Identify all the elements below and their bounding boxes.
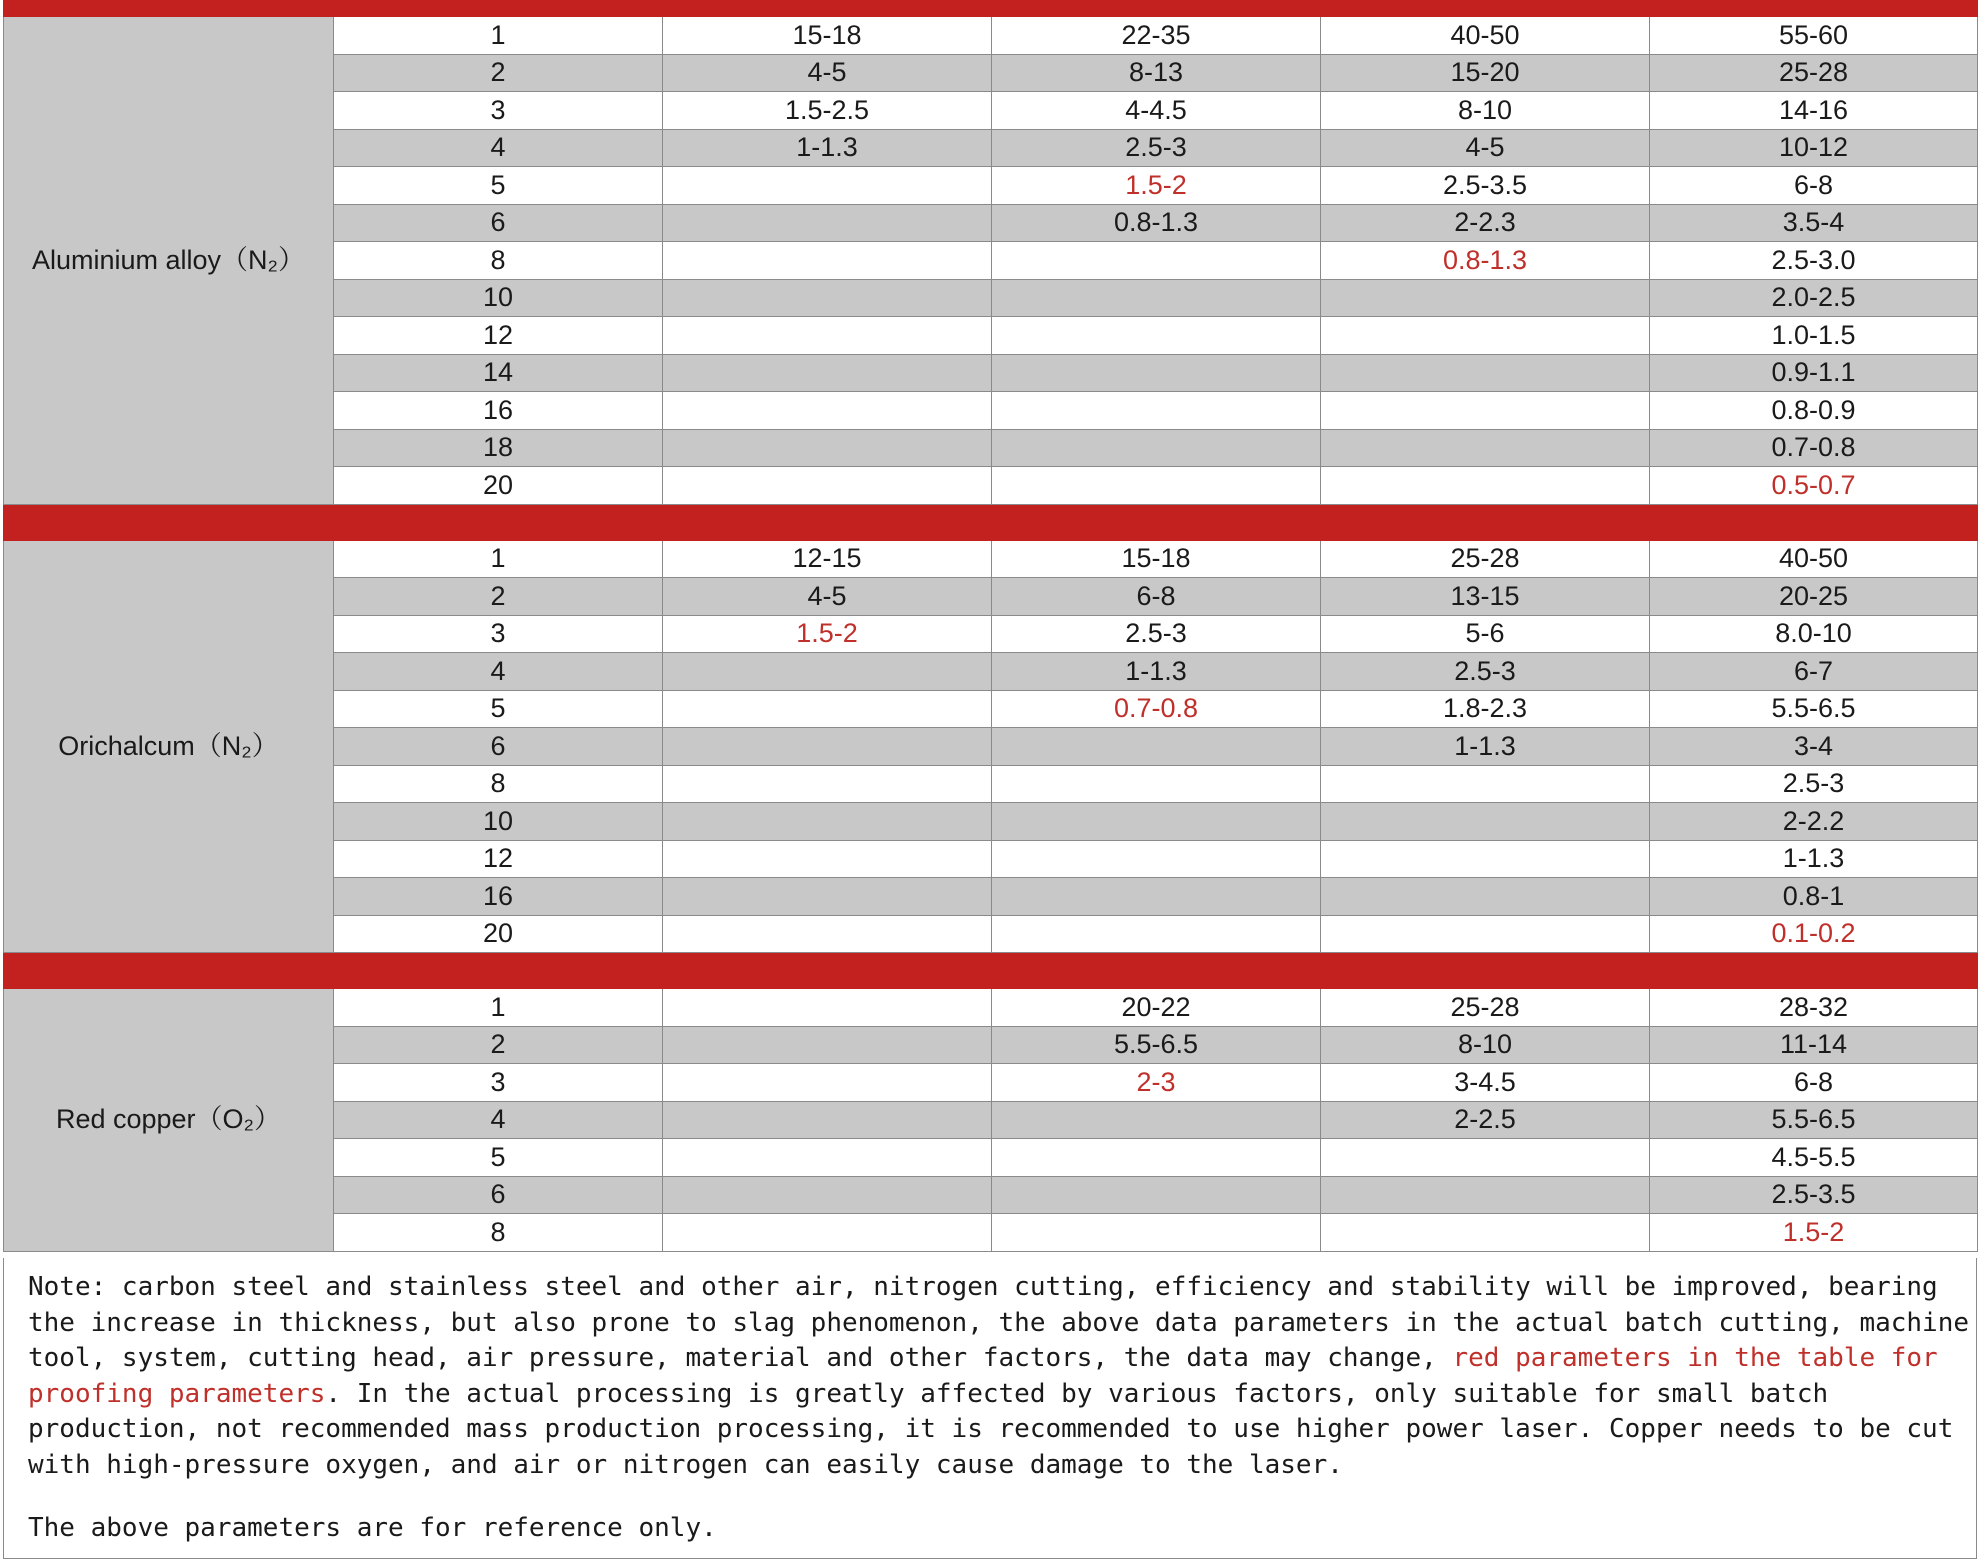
material-label: Orichalcum（N₂）: [4, 540, 334, 953]
thickness-cell: 8: [334, 765, 663, 803]
value-cell: [663, 728, 992, 766]
value-cell: 0.8-0.9: [1650, 392, 1978, 430]
value-cell: [663, 1064, 992, 1102]
table-row: [4, 989, 1978, 1027]
value-cell: 6-8: [1650, 1064, 1978, 1102]
value-cell: 40-50: [1321, 17, 1650, 55]
table-row: [4, 540, 1978, 578]
value-cell: 5-6: [1321, 615, 1650, 653]
value-cell: [663, 1176, 992, 1214]
value-cell: 1-1.3: [1650, 840, 1978, 878]
value-cell: 8-13: [992, 54, 1321, 92]
value-cell: 11-14: [1650, 1026, 1978, 1064]
value-cell: 0.8-1.3: [992, 204, 1321, 242]
value-cell: 8.0-10: [1650, 615, 1978, 653]
value-cell: 6-8: [1650, 167, 1978, 205]
value-cell: [992, 803, 1321, 841]
value-cell: [663, 765, 992, 803]
thickness-cell: 14: [334, 354, 663, 392]
value-cell: [663, 354, 992, 392]
value-cell: 2.5-3: [1321, 653, 1650, 691]
value-cell: [992, 279, 1321, 317]
value-cell: 28-32: [1650, 989, 1978, 1027]
note-box: [3, 1258, 1977, 1559]
proofing-value-cell: 1.5-2: [663, 615, 992, 653]
value-cell: [663, 1139, 992, 1177]
thickness-cell: 5: [334, 690, 663, 728]
value-cell: 15-20: [1321, 54, 1650, 92]
value-cell: [663, 242, 992, 280]
note-part2: . In the actual processing is greatly affected by various factors, only suitable for small batch production, not recommended mass production processing, it is recommended to use higher power laser. Copper needs to be cut with high-pressure oxygen, and air or nitrogen can easily cause damage to the laser.: [28, 1378, 1954, 1480]
value-cell: [663, 204, 992, 242]
section-divider-cell: [4, 953, 1978, 989]
thickness-cell: 20: [334, 467, 663, 505]
section-divider: [4, 953, 1978, 989]
value-cell: 15-18: [663, 17, 992, 55]
value-cell: [1321, 317, 1650, 355]
value-cell: 40-50: [1650, 540, 1978, 578]
section-divider: [4, 1, 1978, 17]
value-cell: 6-7: [1650, 653, 1978, 691]
proofing-value-cell: 0.1-0.2: [1650, 915, 1978, 953]
value-cell: [1321, 392, 1650, 430]
thickness-cell: 2: [334, 578, 663, 616]
value-cell: 20-25: [1650, 578, 1978, 616]
thickness-cell: 2: [334, 54, 663, 92]
thickness-cell: 16: [334, 878, 663, 916]
value-cell: [992, 1101, 1321, 1139]
value-cell: 4-5: [663, 578, 992, 616]
thickness-cell: 10: [334, 279, 663, 317]
value-cell: 2.5-3: [992, 615, 1321, 653]
value-cell: [1321, 840, 1650, 878]
section-divider: [4, 504, 1978, 540]
value-cell: [663, 1026, 992, 1064]
thickness-cell: 1: [334, 989, 663, 1027]
thickness-cell: 1: [334, 17, 663, 55]
value-cell: [1321, 803, 1650, 841]
thickness-cell: 6: [334, 204, 663, 242]
value-cell: [663, 989, 992, 1027]
value-cell: [1321, 429, 1650, 467]
section-divider-cell: [4, 504, 1978, 540]
value-cell: [992, 317, 1321, 355]
value-cell: 0.7-0.8: [1650, 429, 1978, 467]
value-cell: 1-1.3: [992, 653, 1321, 691]
note-part1: Note: carbon steel and stainless steel and other air, nitrogen cutting, efficiency and stability will be improved, bearing the increase in thickness, but also prone to slag phenomenon, the above data parameters in the actual batch cutting, machine tool, system, cutting head, air pressure, material and other factors, the data may change,: [28, 1272, 1970, 1373]
value-cell: 4-4.5: [992, 92, 1321, 130]
proofing-value-cell: 1.5-2: [1650, 1214, 1978, 1252]
value-cell: [663, 690, 992, 728]
value-cell: 20-22: [992, 989, 1321, 1027]
note-highlight: red parameters in the table for proofing parameters: [28, 1343, 1938, 1409]
thickness-cell: 12: [334, 840, 663, 878]
value-cell: 5.5-6.5: [1650, 690, 1978, 728]
value-cell: 22-35: [992, 17, 1321, 55]
value-cell: 3-4.5: [1321, 1064, 1650, 1102]
value-cell: 4-5: [663, 54, 992, 92]
thickness-cell: 3: [334, 615, 663, 653]
thickness-cell: 4: [334, 129, 663, 167]
thickness-cell: 18: [334, 429, 663, 467]
value-cell: 25-28: [1321, 989, 1650, 1027]
value-cell: [992, 467, 1321, 505]
value-cell: 1-1.3: [1321, 728, 1650, 766]
value-cell: 1-1.3: [663, 129, 992, 167]
value-cell: [663, 392, 992, 430]
value-cell: [663, 429, 992, 467]
value-cell: [663, 467, 992, 505]
value-cell: [992, 878, 1321, 916]
value-cell: 2.5-3: [992, 129, 1321, 167]
value-cell: 3-4: [1650, 728, 1978, 766]
thickness-cell: 3: [334, 92, 663, 130]
table-row: [4, 17, 1978, 55]
proofing-value-cell: 1.5-2: [992, 167, 1321, 205]
value-cell: [992, 354, 1321, 392]
value-cell: [663, 840, 992, 878]
value-cell: [992, 1139, 1321, 1177]
value-cell: [1321, 765, 1650, 803]
value-cell: 8-10: [1321, 92, 1650, 130]
proofing-value-cell: 0.5-0.7: [1650, 467, 1978, 505]
value-cell: [663, 317, 992, 355]
thickness-cell: 3: [334, 1064, 663, 1102]
value-cell: 5.5-6.5: [992, 1026, 1321, 1064]
value-cell: 6-8: [992, 578, 1321, 616]
value-cell: 25-28: [1650, 54, 1978, 92]
value-cell: 5.5-6.5: [1650, 1101, 1978, 1139]
value-cell: [1321, 1139, 1650, 1177]
value-cell: [663, 878, 992, 916]
thickness-cell: 4: [334, 1101, 663, 1139]
value-cell: 0.9-1.1: [1650, 354, 1978, 392]
value-cell: [1321, 1214, 1650, 1252]
thickness-cell: 16: [334, 392, 663, 430]
value-cell: 13-15: [1321, 578, 1650, 616]
value-cell: 25-28: [1321, 540, 1650, 578]
value-cell: 2-2.2: [1650, 803, 1978, 841]
value-cell: 10-12: [1650, 129, 1978, 167]
value-cell: [1321, 279, 1650, 317]
value-cell: [1321, 915, 1650, 953]
thickness-cell: 6: [334, 1176, 663, 1214]
proofing-value-cell: 0.7-0.8: [992, 690, 1321, 728]
value-cell: 4-5: [1321, 129, 1650, 167]
value-cell: [663, 915, 992, 953]
value-cell: [992, 429, 1321, 467]
value-cell: [663, 803, 992, 841]
value-cell: 2.5-3.0: [1650, 242, 1978, 280]
value-cell: [1321, 354, 1650, 392]
value-cell: [663, 653, 992, 691]
value-cell: [992, 765, 1321, 803]
value-cell: [992, 1214, 1321, 1252]
value-cell: 2-2.3: [1321, 204, 1650, 242]
note-text: [28, 1270, 1976, 1483]
thickness-cell: 20: [334, 915, 663, 953]
value-cell: 8-10: [1321, 1026, 1650, 1064]
thickness-cell: 5: [334, 1139, 663, 1177]
value-cell: [663, 1101, 992, 1139]
thickness-cell: 2: [334, 1026, 663, 1064]
value-cell: [663, 1214, 992, 1252]
value-cell: 2.5-3: [1650, 765, 1978, 803]
value-cell: 4.5-5.5: [1650, 1139, 1978, 1177]
value-cell: [992, 840, 1321, 878]
value-cell: 1.0-1.5: [1650, 317, 1978, 355]
value-cell: [992, 915, 1321, 953]
thickness-cell: 6: [334, 728, 663, 766]
value-cell: [663, 279, 992, 317]
section-divider-cell: [4, 1, 1978, 17]
value-cell: 1.5-2.5: [663, 92, 992, 130]
thickness-cell: 4: [334, 653, 663, 691]
material-label: Red copper（O₂）: [4, 989, 334, 1252]
thickness-cell: 10: [334, 803, 663, 841]
value-cell: 55-60: [1650, 17, 1978, 55]
value-cell: [663, 167, 992, 205]
value-cell: 12-15: [663, 540, 992, 578]
thickness-cell: 1: [334, 540, 663, 578]
value-cell: [1321, 467, 1650, 505]
value-cell: 1.8-2.3: [1321, 690, 1650, 728]
reference-note: The above parameters are for reference only.: [28, 1513, 717, 1543]
value-cell: 3.5-4: [1650, 204, 1978, 242]
proofing-value-cell: 2-3: [992, 1064, 1321, 1102]
value-cell: [992, 728, 1321, 766]
thickness-cell: 12: [334, 317, 663, 355]
value-cell: [992, 1176, 1321, 1214]
value-cell: 15-18: [992, 540, 1321, 578]
value-cell: 2.0-2.5: [1650, 279, 1978, 317]
value-cell: [992, 242, 1321, 280]
value-cell: 2.5-3.5: [1650, 1176, 1978, 1214]
proofing-value-cell: 0.8-1.3: [1321, 242, 1650, 280]
cutting-parameters-table: [3, 0, 1978, 1252]
thickness-cell: 8: [334, 1214, 663, 1252]
value-cell: [1321, 878, 1650, 916]
value-cell: [992, 392, 1321, 430]
material-label: Aluminium alloy（N₂）: [4, 17, 334, 505]
value-cell: 2-2.5: [1321, 1101, 1650, 1139]
value-cell: 14-16: [1650, 92, 1978, 130]
thickness-cell: 5: [334, 167, 663, 205]
thickness-cell: 8: [334, 242, 663, 280]
value-cell: [1321, 1176, 1650, 1214]
value-cell: 2.5-3.5: [1321, 167, 1650, 205]
value-cell: 0.8-1: [1650, 878, 1978, 916]
